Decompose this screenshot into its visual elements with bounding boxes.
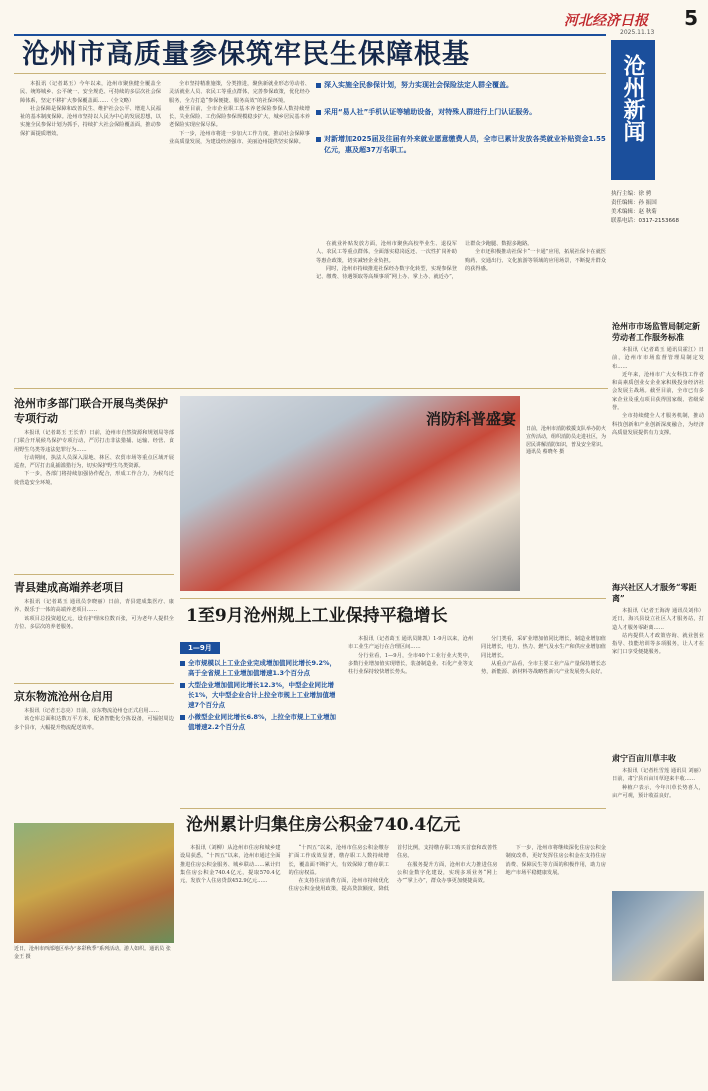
bullet-square-icon (180, 683, 185, 688)
key-point: 大型企业增加值同比增长12.3%，中型企业同比增长1%，大中型企业合计上拉全市规上工业增加值增速7个百分点 (180, 680, 340, 710)
headline-body: 本报讯（记者葛玉）今年以来，沧州市聚焦健全覆盖全民、统筹城乡、公平统一、安全规范、可持续的多层次社会保障体系，坚定不移扩大参保覆盖面……（全文略） 社会保障是保障和改善民生、维护社会公平、增进人民福祉的基本制度保障。沧州市坚持以人民为中心的发展思想，以实施全民参保计划为抓手，持续扩大社会保险覆盖面，推动参保扩面提质增效。 全市坚持精准施策，分类推进，聚焦新就业形态劳动者、灵活就业人员、农民工等重点群体，完善参保政策，优化经办服务，全力打造“参保便捷、服务高效”的社保环境。 截至目前，全市企业职工基本养老保险参保人数持续增长，失业保险、工伤保险参保规模稳步扩大，城乡居民基本养老保险实现应保尽保。 下一步，沧州市将进一步加大工作力度，推动社会保障事业高质量发展，为建设经济强市、美丽沧州提供坚实保障。 (20, 81, 310, 146)
left-column (14, 392, 174, 1082)
newspaper-logo: 河北经济日报 (564, 13, 648, 29)
period-label: 1—9月 (180, 642, 220, 654)
section-title: 沧州新闻 (611, 40, 655, 180)
key-point: 全市规模以上工业企业完成增加值同比增长9.2%，高于全省规上工业增加值增速1.3个百分点 (180, 658, 340, 678)
left-story-2 (14, 580, 174, 678)
divider (180, 808, 606, 809)
photo-caption: 近日，沧州市西部地区举办“多彩秋季”系列活动，游人如织。通讯员 张金王 摄 (14, 946, 171, 960)
headline-banner (14, 34, 606, 74)
section-sidebar (611, 40, 703, 300)
highlight-item: 采用“易人社”手机认证等辅助设备，对特殊人群进行上门认证服务。 (316, 107, 606, 118)
story-title: 京东物流沧州仓启用 (14, 690, 113, 703)
story-title: 沧州市多部门联合开展鸟类保护专项行动 (14, 397, 168, 425)
right-photo (612, 891, 704, 981)
story-body: 本报讯（记者王海涛 通讯员刘伟）近日，海兴县设立社区人才服务站，打造人才服务零距离…… 站内提供人才政策咨询、就业创业指导、技能培训等多项服务，让人才在家门口享受便捷服务。 (612, 608, 704, 656)
divider (14, 574, 174, 575)
bullet-square-icon (180, 715, 185, 720)
highlight-item: 对新增加2025届及往届有外来就业愿意缴费人员，全市已累计发放各类就业补贴资金1.55亿元，惠及超37万名职工。 (316, 134, 606, 156)
fire-safety-caption: 日前，沧州市消防救援支队举办防火宣传活动，组织消防员走进社区，为居民讲解消防知识，普及安全常识。通讯员 蔡晓冬 摄 (526, 426, 607, 456)
industry-body: 本报讯（记者葛玉 通讯员陈凯）1-9月以来，沧州市工业生产运行在合理区间…… 分行业看，1—9月，全市40个工业行业大类中，多数行业增加值实现增长，装备制造业、石化产业等支柱行业保持较快增长势头。 分门类看，采矿业增加值同比增长，制造业增加值同比增长，电力、热力、燃气及水生产和供应业增加值同比增长。 从重点产品看，全市主要工业产品产量保持增长态势，新能源、新材料等战略性新兴产业发展势头良好。 (348, 636, 606, 676)
page-number: 5 (684, 6, 698, 30)
fund-title: 沧州累计归集住房公积金740.4亿元 (186, 815, 461, 835)
story-body: 本报讯（记者葛玉 通讯员霍江）日前，沧州市市场监督管理局制定发布…… 近年来，沧州市广大女科技工作者和高素质创业女企业家积极投身经济社会发展主战场。截至目前，全市已有多家企业及重点项目获得国家级、省级荣誉。 全市持续健全人才服务机制，推动科技创新和产业创新深度融合，为经济高质量发展提供有力支撑。 (612, 347, 704, 436)
fire-safety-title: 消防科普盛宴 (426, 410, 517, 428)
divider (14, 683, 174, 684)
right-story-1 (612, 321, 704, 576)
issue-date: 2025.11.13 (620, 29, 655, 36)
story-title: 沧州市市场监管局制定新劳动者工作服务标准 (612, 321, 700, 342)
headline-title: 沧州市高质量参保筑牢民生保障根基 (22, 39, 470, 70)
story-body: 本报讯（记者葛玉 王长青）日前，沧州市自然资源和规划局等部门联合开展候鸟保护专项行动，严厉打击非法猎捕、运输、经营、食用野生鸟类等违法犯罪行为…… 行动期间，执法人员深入湿地、林区、农贸市场等重点区域开展巡查，严厉打击乱捕滥猎行为，切实保护野生鸟类资源。 下一步，各部门将持续加强协作配合，形成工作合力，为候鸟迁徙营造安全环境。 (14, 430, 174, 486)
divider (14, 388, 608, 389)
fund-story (180, 812, 606, 1084)
story-body: 本报讯（记者王志亮）日前，京东物流沧州仓正式启用…… 该仓库总面积达数万平方米，配备智能化分拣设备，可辐射周边多个县市，大幅提升物流配送效率。 (14, 708, 174, 731)
left-story-1 (14, 396, 174, 569)
story-body: 本报讯（记者葛玉 通讯员李晓丽）日前，青县建成集医疗、康养、娱乐于一体的高端养老项目…… 该项目总投资超亿元，设有护理床位数百张，可为老年人提供全方位、多层次的养老服务。 (14, 599, 174, 630)
right-column (612, 305, 704, 1085)
industry-title: 1至9月沧州规上工业保持平稳增长 (186, 606, 448, 626)
industry-keybox (180, 635, 340, 800)
story-title: 青县建成高端养老项目 (14, 581, 124, 594)
bullet-square-icon (316, 137, 321, 142)
story-title: 肃宁百亩川草丰收 (612, 753, 676, 763)
fund-body: 本报讯（刘柳）从沧州市住房和城乡建设局获悉，“十四五”以来，沧州市通过全面推进住房公积金服务、城乡联动……累计归集住房公积金740.4亿元，提取570.4亿元，发放个人住房贷款452.9亿元…… “十四五”以来，沧州市住房公积金缴存扩面工作成效显著，缴存职工人数持续增长，覆盖面不断扩大，有效保障了缴存职工的住房权益。 在支持住房消费方面，沧州市持续优化住房公积金使用政策，提高贷款额度，降低首付比例，支持缴存职工购买首套和改善性住房。 在服务提升方面，沧州市大力推进住房公积金数字化建设，实现多项业务“网上办”“掌上办”，群众办事更加便捷高效。 下一步，沧州市将继续深化住房公积金制度改革，更好发挥住房公积金在支持住房消费、保障民生等方面的积极作用，助力房地产市场平稳健康发展。 (180, 845, 606, 893)
divider (180, 598, 606, 599)
fire-safety-feature (180, 396, 606, 591)
highlights-box (316, 80, 606, 230)
headline-body-right: 在就业补贴发放方面，沧州市聚焦高校毕业生、退役军人、农民工等重点群体，全面落实稳岗返还、一次性扩岗补助等惠企政策，切实减轻企业负担。 同时，沧州市持续推进社保经办数字化转型，实现参保登记、缴费、待遇领取等高频事项“网上办、掌上办、就近办”，让群众少跑腿、数据多跑路。 全市还积极推动社保卡“一卡通”应用，拓展社保卡在就医购药、交通出行、文化旅游等领域的应用场景，不断提升群众的获得感。 (316, 241, 606, 281)
industry-story (180, 603, 606, 803)
bullet-square-icon (180, 661, 185, 666)
left-photo (14, 823, 174, 943)
right-story-2 (612, 582, 704, 747)
right-story-3 (612, 753, 704, 887)
bullet-square-icon (316, 83, 321, 88)
highlight-item: 深入实施全民参保计划，努力实现社会保险法定人群全覆盖。 (316, 80, 606, 91)
key-point: 小微型企业同比增长6.8%，上拉全市规上工业增加值增速2.2个百分点 (180, 712, 340, 732)
left-story-3 (14, 689, 174, 817)
story-body: 本报讯（记者杜雪莲 通讯员 刘丽）日前，肃宁县百亩川草迎来丰收…… 种植户表示，今年川草长势喜人，亩产可观，预计收益良好。 (612, 768, 704, 799)
edit-info: 执行主编：徐 骋 责任编辑：孙 振国 美术编辑：赵 秋菊 联系电话：0317-2153668 (611, 191, 679, 224)
story-title: 海兴社区人才服务“零距离” (612, 582, 697, 603)
bullet-square-icon (316, 110, 321, 115)
